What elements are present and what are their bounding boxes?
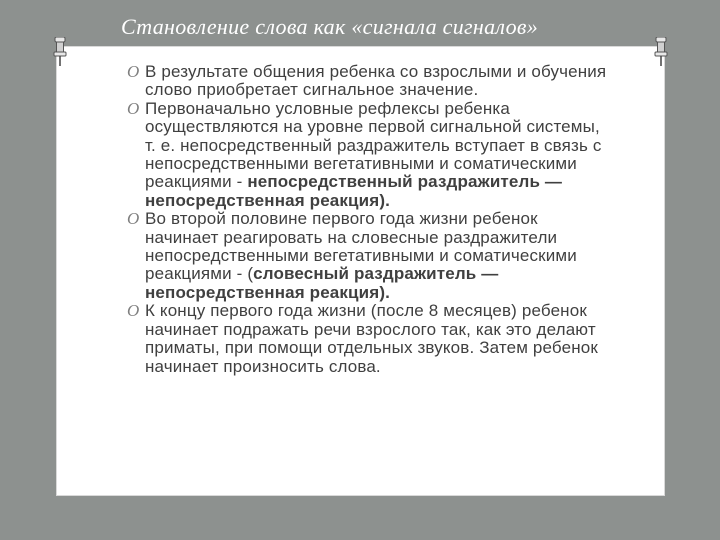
bullet-text: Первоначально условные рефлексы ребенка осуществляются на уровне первой сигнальной системы, т. е. непосредственный раздражитель вступает в связь с непосредственными вегетативными и соматическими реакциями -	[145, 98, 602, 192]
bullet-text: К концу первого года жизни (после 8 месяцев) ребенок начинает подражать речи взрослого так, как это делают приматы, при помощи отдельных звуков. Затем ребенок начинает произносить слова.	[145, 301, 598, 376]
bullet-list	[127, 62, 614, 376]
bullet-text: Во второй половине первого года жизни ребенок начинает реагировать на словесные раздражители непосредственными вегетативными и соматическими реакциями - (	[145, 209, 577, 284]
bullet-marker-icon: O	[127, 62, 140, 81]
list-item	[127, 209, 614, 302]
bullet-marker-icon: O	[127, 301, 140, 321]
bullet-bold-text: словесный раздражитель — непосредственная реакция).	[145, 264, 499, 302]
bullet-marker-icon: O	[127, 98, 140, 118]
list-item	[127, 62, 614, 100]
bullet-text: В результате общения ребенка со взрослыми и обучения слово приобретает сигнальное значение.	[145, 62, 607, 100]
slide-title: Становление слова как «сигнала сигналов»	[121, 14, 539, 39]
pushpin-icon	[53, 37, 67, 67]
list-item	[127, 98, 614, 210]
bullet-bold-text: непосредственный раздражитель — непосредственная реакция).	[145, 172, 563, 210]
pushpin-icon	[654, 37, 668, 67]
list-item	[127, 301, 614, 376]
bullet-marker-icon: O	[127, 209, 140, 229]
